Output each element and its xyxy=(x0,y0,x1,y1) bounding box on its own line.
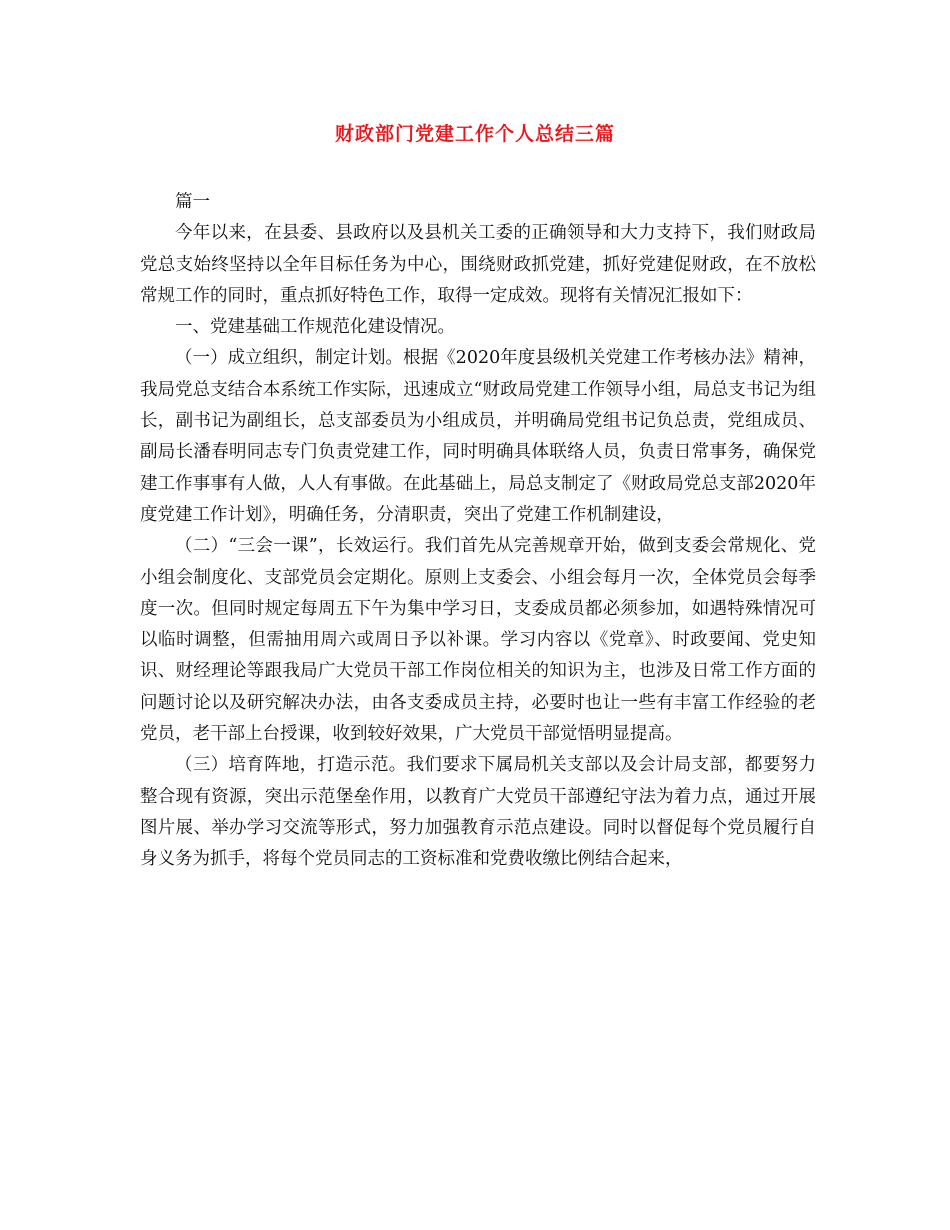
document-body xyxy=(140,187,816,876)
document-title: 财政部门党建工作个人总结三篇 xyxy=(334,123,615,145)
paragraph-3: （三）培育阵地，打造示范。我们要求下属局机关支部以及会计局支部，都要努力整合现有资源，突出示范堡垒作用，以教育广大党员干部遵纪守法为着力点，通过开展图片展、举办学习交流等形式，努力加强教育示范点建设。同时以督促每个党员履行自身义务为抓手，将每个党员同志的工资标准和党费收缴比例结合起来， xyxy=(140,755,816,870)
intro-paragraph: 今年以来，在县委、县政府以及县机关工委的正确领导和大力支持下，我们财政局党总支始终坚持以全年目标任务为中心，围绕财政抓党建，抓好党建促财政，在不放松常规工作的同时，重点抓好特色工作，取得一定成效。现将有关情况汇报如下： xyxy=(140,223,816,306)
paragraph-2: （二）“三会一课”，长效运行。我们首先从完善规章开始，做到支委会常规化、党小组会制度化、支部党员会定期化。原则上支委会、小组会每月一次，全体党员会每季度一次。但同时规定每周五下午为集中学习日，支委成员都必须参加，如遇特殊情况可以临时调整，但需抽用周六或周日予以补课。学习内容以《党章》、时政要闻、党史知识、财经理论等跟我局广大党员干部工作岗位相关的知识为主，也涉及日常工作方面的问题讨论以及研究解决办法，由各支委成员主持，必要时也让一些有丰富工作经验的老党员，老干部上台授课，收到较好效果，广大党员干部觉悟明显提高。 xyxy=(140,536,816,745)
section-heading: 一、党建基础工作规范化建设情况。 xyxy=(175,317,455,338)
section-label: 篇一 xyxy=(175,192,210,212)
paragraph-1: （一）成立组织，制定计划。根据《2020年度县级机关党建工作考核办法》精神，我局党总支结合本系统工作实际，迅速成立“财政局党建工作领导小组，局总支书记为组长，副书记为副组长，总支部委员为小组成员，并明确局党组书记负总责，党组成员、副局长潘春明同志专门负责党建工作，同时明确具体联络人员，负责日常事务，确保党建工作事事有人做，人人有事做。在此基础上，局总支制定了《财政局党总支部2020年度党建工作计划》，明确任务，分清职责，突出了党建工作机制建设， xyxy=(140,348,816,525)
